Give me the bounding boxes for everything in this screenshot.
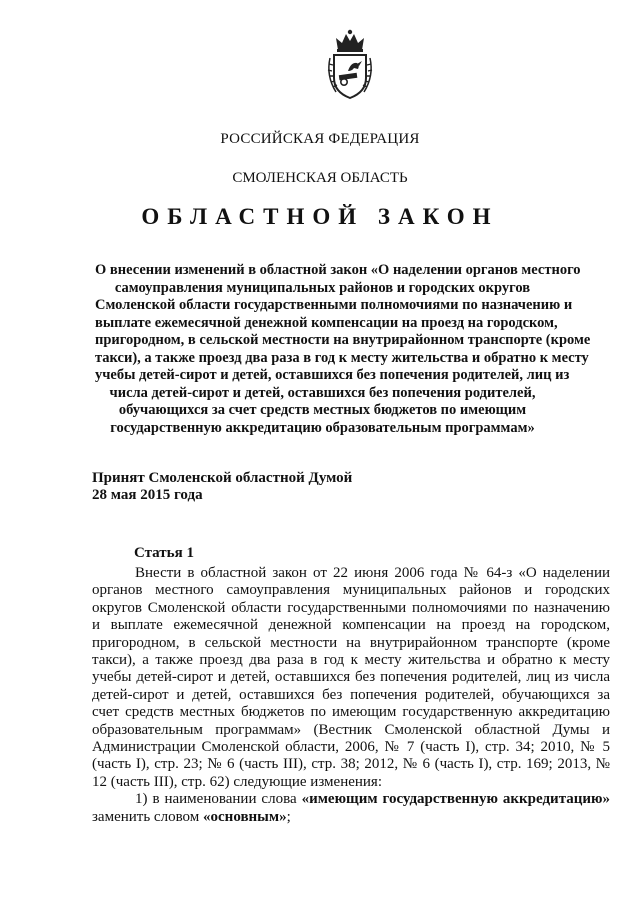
article-line: (часть I), стр. 23; № 6 (часть III), стр. 38; 2012, № 6 (часть I), стр. 169; 2013, № (92, 756, 610, 773)
article-line: пригородном, в сельской местности на внутрирайонном транспорте (кроме (92, 634, 610, 651)
item-text: 1) в наименовании слова (135, 791, 302, 808)
subject-line: О внесении изменений в областной закон «О наделении органов местного (95, 262, 581, 278)
article-body (92, 565, 610, 826)
document-type-title: ОБЛАСТНОЙ ЗАКОН (141, 204, 499, 229)
subject-line: самоуправления муниципальных районов и городских округов (114, 279, 531, 296)
article-line: счет средств местных бюджетов по имеющим государственную аккредитацию (92, 704, 610, 721)
item-text: ; (286, 808, 291, 825)
subject-line: выплате ежемесячной денежной компенсации на проезд на городском, (95, 314, 558, 331)
subject-line: Смоленской области государственными полномочиями по назначению и (95, 297, 573, 313)
subject-line: обучающихся за счет средств местных бюджетов по имеющим (118, 402, 527, 418)
amendment-item-1-continuation (92, 809, 610, 826)
subject-line: числа детей-сирот и детей, оставшихся без попечения родителей, (109, 384, 536, 401)
smolensk-coat-of-arms-emblem (322, 28, 378, 100)
region-heading: СМОЛЕНСКАЯ ОБЛАСТЬ (232, 170, 408, 186)
subject-line: пригородном, в сельской местности на внутрирайонном транспорте (кроме (95, 332, 591, 348)
article-heading: Статья 1 (134, 545, 194, 561)
article-line: округов Смоленской области государственными полномочиями по назначению (92, 599, 610, 616)
item-text: заменить словом (92, 808, 204, 825)
amendment-item-1 (92, 791, 610, 808)
country-heading: РОССИЙСКАЯ ФЕДЕРАЦИЯ (220, 131, 420, 147)
adoption-note (92, 470, 352, 504)
article-line: такси), а также проезд два раза в год к месту жительства и обратно к месту (92, 652, 610, 669)
article-line: учебы детей-сирот и детей, оставшихся без попечения родителей, лиц из числа (92, 669, 610, 686)
subject-line: учебы детей-сирот и детей, оставшихся без попечения родителей, лиц из (95, 367, 570, 383)
item-bold-text: «имеющим государственную аккредитацию» (301, 791, 610, 808)
article-line: Администрации Смоленской области, 2006, № 7 (часть I), стр. 34; 2010, № 5 (92, 739, 610, 756)
subject-line: государственную аккредитацию образовательным программам» (110, 419, 535, 436)
adopted-by: Принят Смоленской областной Думой (92, 470, 353, 486)
item-bold-text: «основным» (203, 808, 287, 825)
article-line: и выплате ежемесячной денежной компенсации на проезд на городском, (92, 617, 610, 634)
law-subject-title (95, 262, 591, 437)
article-line: органов местного самоуправления муниципальных районов и городских (92, 582, 610, 599)
adopted-date: 28 мая 2015 года (92, 487, 203, 503)
article-line: Внести в областной закон от 22 июня 2006 года № 64-з «О наделении (135, 565, 610, 581)
subject-line: такси), а также проезд два раза в год к месту жительства и обратно к месту (95, 349, 589, 366)
article-line: 12 (часть III), стр. 62) следующие изменения: (92, 773, 382, 790)
article-line: образовательным программам» (Вестник Смоленской областной Думы и (92, 721, 610, 738)
article-line: детей-сирот и детей, оставшихся без попечения родителей, обучающихся за (92, 686, 610, 703)
